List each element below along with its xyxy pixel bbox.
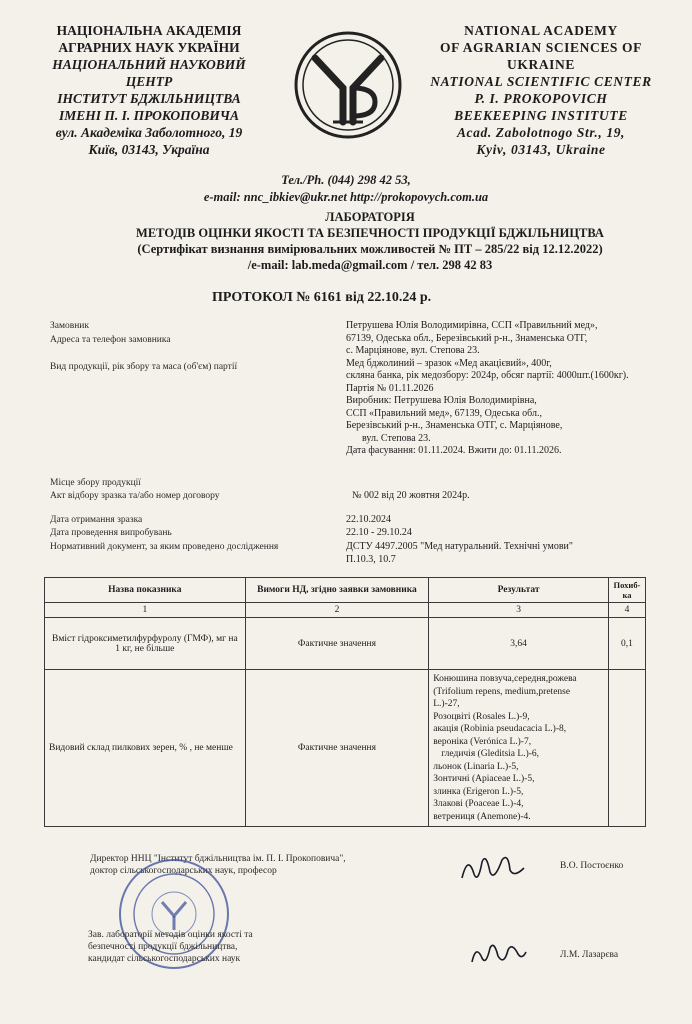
col-number: 3 (429, 603, 609, 618)
head-name: Л.М. Лазарєва (560, 950, 619, 960)
header-en-line: UKRAINE (507, 57, 575, 72)
label-received: Дата отримання зразка (50, 515, 143, 525)
customer-line: Мед бджолиний – зразок «Мед акацієвий», 400г, (346, 357, 552, 369)
header-ua-line: ІМЕНІ П. І. ПРОКОПОВИЧА (58, 108, 240, 123)
header-en-line: Kyiv, 03143, Ukraine (476, 142, 606, 157)
header-ua-line: НАЦІОНАЛЬНИЙ НАУКОВИЙ (52, 57, 246, 72)
col-number: 2 (245, 603, 429, 618)
label-place: Місце збору продукції (50, 478, 141, 488)
pollen-line: гледичія (Gleditsia L.)-6, (441, 749, 540, 759)
customer-line: Дата фасування: 01.11.2024. Вжити до: 01.11.2026. (346, 445, 562, 456)
label-address: Адреса та телефон замовника (50, 335, 171, 345)
normative-value (346, 541, 676, 566)
head-lab: безпечності продукції бджільництва, (88, 942, 238, 952)
director-name: В.О. Постоєнко (560, 861, 624, 871)
customer-line: Партія № 01.11.2026 (346, 382, 434, 394)
label-testing: Дата проведення випробувань (50, 528, 172, 538)
header-ua-line: АГРАРНИХ НАУК УКРАЇНИ (58, 40, 240, 55)
contact-email: e-mail: nnc_ibkiev@ukr.net http://prokopovych.com.ua (203, 190, 489, 204)
table-row (45, 618, 646, 670)
header-en-line: BEEKEEPING INSTITUTE (454, 108, 628, 123)
customer-details (346, 320, 676, 458)
director-title: Директор ННЦ "Інститут бджільництва ім. П. І. Прокоповича", (90, 854, 346, 864)
protocol-title: ПРОТОКОЛ № 6161 від 22.10.24 р. (212, 290, 432, 305)
pollen-line: льонок (Linaria L.)-5, (433, 761, 519, 772)
customer-line: скляна банка, рік медозбору: 2024р, обсяг партії: 4000шт.(1600кг). (346, 370, 629, 381)
lab-contacts: /e-mail: lab.meda@gmail.com / тел. 298 42 83 (247, 258, 493, 272)
received-value: 22.10.2024 (346, 514, 391, 525)
normative-line: П.10.3, 10.7 (346, 553, 396, 565)
head-block (88, 929, 253, 965)
header-en-line: NATIONAL SCIENTIFIC CENTER (430, 74, 652, 89)
table-number-row (45, 603, 646, 618)
customer-line: 67139, Одеська обл., Березівський р-н., Знаменська ОТГ, (346, 332, 588, 344)
pollen-error (608, 670, 645, 827)
header-en (412, 22, 670, 158)
hmf-requirement: Фактичне значення (245, 618, 429, 670)
pollen-line: L.)-27, (433, 699, 460, 709)
hmf-indicator: Вміст гідроксиметилфурфуролу (ГМФ), мг на 1 кг, не більше (45, 618, 246, 670)
header-ua-line: ЦЕНТР (125, 74, 173, 89)
pollen-line: ветрениця (Anemone)-4. (433, 811, 531, 822)
pollen-line: Розоцвіті (Rosales L.)-9, (433, 711, 530, 722)
pollen-line: злинка (Erigeron L.)-5, (433, 786, 524, 797)
header-result: Результат (429, 578, 609, 603)
contacts (150, 172, 542, 206)
head-signature-icon (468, 936, 528, 972)
label-customer: Замовник (50, 321, 90, 331)
header-en-line: OF AGRARIAN SCIENCES OF (440, 40, 642, 55)
institute-logo-icon (293, 30, 403, 140)
table-row (45, 670, 646, 827)
pollen-line: Зонтичні (Apiaceae L.)-5, (433, 774, 535, 784)
customer-line: ССП «Правильний мед», 67139, Одеська обл., (346, 407, 542, 419)
pollen-line: Злакові (Poaceae L.)-4, (433, 799, 524, 809)
col-number: 1 (45, 603, 246, 618)
laboratory-block (110, 209, 630, 273)
header-ua-line: Київ, 03143, Україна (88, 142, 210, 157)
header-en-line: NATIONAL ACADEMY (464, 23, 618, 38)
act-value: № 002 від 20 жовтня 2024р. (352, 490, 470, 501)
normative-line: ДСТУ 4497.2005 "Мед натуральний. Технічні умови" (346, 541, 573, 552)
head-degree: кандидат сільськогосподарських наук (88, 954, 241, 964)
director-degree: доктор сільськогосподарських наук, професор (90, 866, 277, 876)
header-ua-line: вул. Академіка Заболотного, 19 (55, 125, 243, 140)
label-normative: Нормативний документ, за яким проведено дослідження (50, 542, 279, 552)
pollen-indicator: Видовий склад пилкових зерен, % , не менше (45, 670, 246, 827)
table-header-row (45, 578, 646, 603)
pollen-line: вероніка (Verónica L.)-7, (433, 736, 532, 747)
customer-line: Виробник: Петрушева Юлія Володимирівна, (346, 395, 537, 406)
header-requirements: Вимоги НД, згідно заявки замовника (245, 578, 429, 603)
customer-line: Березівський р-н., Знаменська ОТГ, с. Марціянове, (346, 420, 563, 431)
pollen-line: акація (Robinia pseudacacia L.)-8, (433, 724, 567, 734)
header-en-line: Acad. Zabolotnogo Str., 19, (456, 125, 626, 140)
header-error: Похиб-ка (608, 578, 645, 603)
contact-phone: Тел./Ph. (044) 298 42 53, (281, 173, 411, 187)
label-product: Вид продукції, рік збору та маса (об'єм) партії (50, 362, 238, 372)
customer-line: вул. Степова 23. (362, 432, 431, 444)
hmf-error: 0,1 (608, 618, 645, 670)
hmf-result: 3,64 (429, 618, 609, 670)
customer-line: Петрушева Юлія Володимирівна, ССП «Правильний мед», (346, 320, 598, 331)
header-indicator: Назва показника (45, 578, 246, 603)
head-title: Зав. лабораторії методів оцінки якості та (88, 930, 253, 940)
header-ua-line: НАЦІОНАЛЬНА АКАДЕМІЯ (56, 23, 242, 38)
header-ua-line: ІНСТИТУТ БДЖІЛЬНИЦТВА (57, 91, 241, 106)
label-act: Акт відбору зразка та/або номер договору (50, 491, 220, 501)
lab-name: МЕТОДІВ ОЦІНКИ ЯКОСТІ ТА БЕЗПЕЧНОСТІ ПРОДУКЦІЇ БДЖІЛЬНИЦТВА (136, 226, 604, 240)
customer-line: с. Марціянове, вул. Степова 23. (346, 345, 480, 356)
col-number: 4 (608, 603, 645, 618)
results-table (44, 577, 646, 827)
pollen-requirement: Фактичне значення (245, 670, 429, 827)
header-en-line: P. I. PROKOPOVICH (474, 91, 608, 106)
lab-title: ЛАБОРАТОРІЯ (325, 210, 415, 224)
pollen-result (429, 670, 609, 827)
pollen-line: (Trifolium repens, medium,pretense (433, 686, 571, 697)
director-signature-icon (458, 848, 528, 888)
pollen-line: Конюшина повзуча,середня,рожева (433, 674, 577, 684)
lab-certificate: (Сертифікат визнання вимірювальних можливостей № ПТ – 285/22 від 12.12.2022) (137, 242, 603, 256)
header-ua (38, 22, 260, 158)
testing-value: 22.10 - 29.10.24 (346, 527, 412, 538)
